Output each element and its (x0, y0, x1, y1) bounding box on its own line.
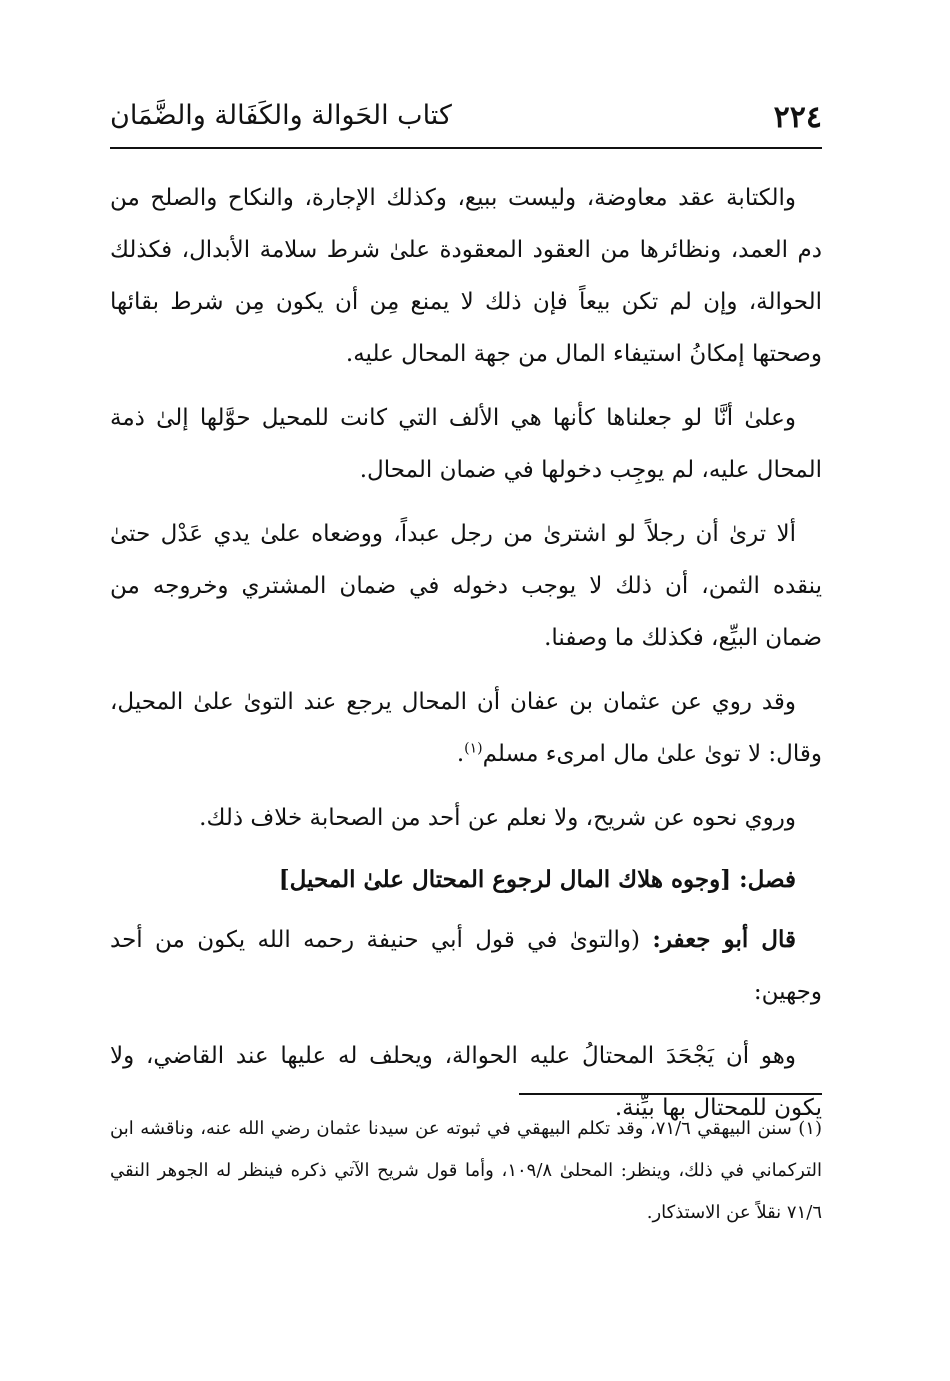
quote-attribution: قال أبو جعفر: (652, 926, 797, 953)
paragraph: وعلىٰ أنَّا لو جعلناها كأنها هي الألف التي كانت للمحيل حوَّلها إلىٰ ذمة المحال عليه، لم يوجِب دخولها في ضمان المحال. (110, 405, 822, 483)
main-text (110, 172, 822, 1146)
running-title: كتاب الحَوالة والكَفَالة والضَّمَان (110, 100, 452, 131)
section-heading: فصل: [وجوه هلاك المال لرجوع المحتال علىٰ المحيل] (278, 866, 796, 893)
footnote-reference[interactable]: (١) (464, 740, 483, 757)
paragraph: وروي نحوه عن شريح، ولا نعلم عن أحد من الصحابة خلاف ذلك. (199, 805, 796, 831)
paragraph: وهو أن يَجْحَدَ المحتالُ عليه الحوالة، ويحلف له عليها عند القاضي، ولا يكون للمحتال بها بيِّنة. (110, 1043, 822, 1121)
footnote-separator (519, 1093, 822, 1095)
page-header (110, 96, 822, 146)
paragraph (110, 676, 822, 780)
footnotes (110, 1108, 822, 1234)
paragraph: والكتابة عقد معاوضة، وليست ببيع، وكذلك الإجارة، والنكاح والصلح من دم العمد، ونظائرها من العقود المعقودة علىٰ شرط سلامة الأبدال، فكذلك الحوالة، وإن لم تكن بيعاً فإن ذلك لا يمنع مِن أن يكون مِن شرط بقائها وصحتها إمكانُ استيفاء المال من جهة المحال عليه. (110, 185, 822, 367)
paragraph-end: . (456, 741, 465, 767)
page-number: ٢٢٤ (773, 100, 822, 135)
header-rule (110, 147, 822, 149)
paragraph-text: وقد روي عن عثمان بن عفان أن المحال يرجع عند التوىٰ علىٰ المحيل، وقال: لا توىٰ علىٰ مال امرىء مسلم (110, 689, 822, 767)
paragraph-text: (والتوىٰ في قول أبي حنيفة رحمه الله يكون من أحد وجهين: (110, 927, 822, 1005)
paragraph (110, 914, 822, 1018)
paragraph: ألا ترىٰ أن رجلاً لو اشترىٰ من رجل عبداً، ووضعاه علىٰ يدي عَدْل حتىٰ ينقده الثمن، أن ذلك لا يوجب دخوله في ضمان المشتري وخروجه من ضمان البيِّع، فكذلك ما وصفنا. (110, 521, 822, 651)
footnote: (١) سنن البيهقي ٧١/٦، وقد تكلم البيهقي في ثبوته عن سيدنا عثمان رضي الله عنه، وناقشه ابن التركماني في ذلك، وينظر: المحلىٰ ١٠٩/٨، وأما قول شريح الآتي ذكره فينظر له الجوهر النقي ٧١/٦ نقلاً عن الاستذكار. (110, 1118, 822, 1223)
